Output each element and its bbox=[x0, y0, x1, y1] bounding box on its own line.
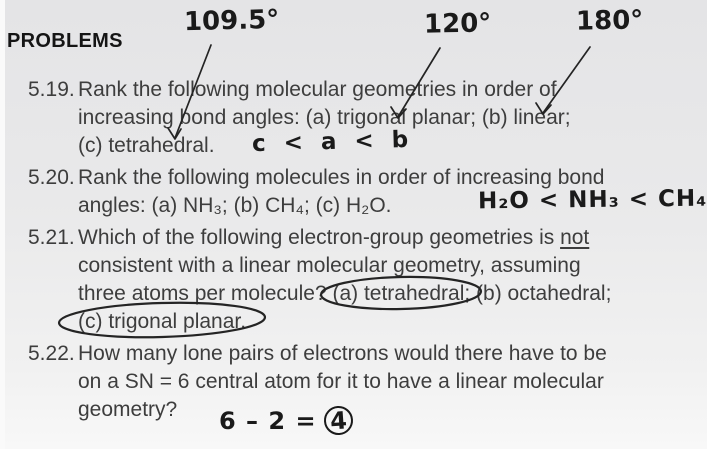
problem-line: three atoms per molecule? (a) tetrahedral; (b) octahedral; bbox=[78, 282, 612, 305]
handwritten-equation: 6 – 2 = bbox=[219, 406, 317, 435]
problem-number: 5.20. bbox=[28, 166, 75, 189]
problem-line: Rank the following molecules in order of increasing bond bbox=[78, 166, 605, 189]
problem-line: angles: (a) NH₃; (b) CH₄; (c) H₂O. bbox=[78, 194, 392, 217]
problem-line bbox=[78, 224, 696, 252]
problem-number: 5.21. bbox=[28, 226, 75, 249]
problem-5-21 bbox=[28, 224, 696, 336]
page-title: PROBLEMS bbox=[7, 30, 123, 52]
page-edge bbox=[0, 0, 5, 449]
problem-line: Rank the following molecular geometries in order of bbox=[78, 78, 557, 101]
problem-line: geometry? bbox=[78, 398, 178, 421]
handwritten-angle-tetrahedral: 109.5° bbox=[183, 4, 280, 38]
handwritten-answer-5-19: c < a < b bbox=[251, 126, 412, 158]
underlined-word-not: not bbox=[560, 226, 590, 249]
handwritten-answer-5-22 bbox=[219, 406, 353, 435]
handwritten-angle-trigonal-planar: 120° bbox=[423, 8, 492, 40]
handwritten-answer-5-20: H₂O < NH₃ < CH₄ bbox=[477, 185, 707, 215]
problem-5-22 bbox=[28, 340, 696, 424]
handwritten-angle-linear: 180° bbox=[575, 5, 644, 37]
problem-line: consistent with a linear molecular geometry, assuming bbox=[78, 254, 581, 277]
problem-line: (c) tetrahedral. bbox=[78, 134, 215, 157]
problem-line-text: Which of the following electron-group geometries is bbox=[78, 226, 561, 249]
problem-line: on a SN = 6 central atom for it to have a linear molecular bbox=[78, 370, 604, 393]
problem-line: increasing bond angles: (a) trigonal planar; (b) linear; bbox=[78, 106, 571, 129]
problem-number: 5.19. bbox=[28, 78, 75, 101]
circled-answer-number: 4 bbox=[323, 405, 354, 436]
problem-number: 5.22. bbox=[28, 342, 75, 365]
problem-line: (c) trigonal planar. bbox=[78, 310, 247, 333]
problem-line: How many lone pairs of electrons would there have to be bbox=[78, 342, 607, 365]
